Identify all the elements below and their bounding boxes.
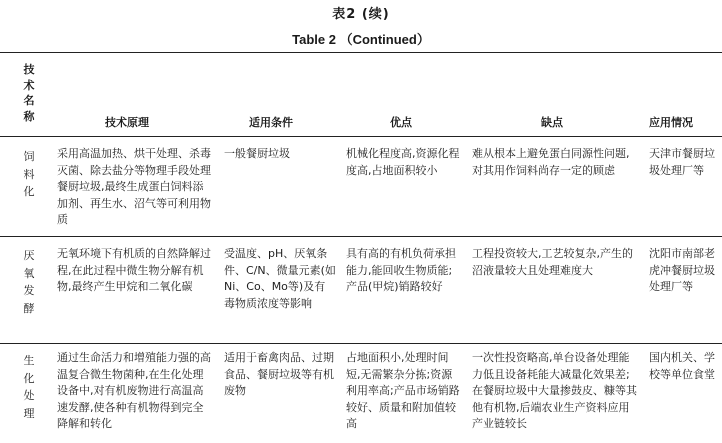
header-principle: 技术原理 xyxy=(105,116,149,129)
row-conditions: 受温度、pH、厌氧条件、C/N、微量元素(如Ni、Co、Mo等)及有毒物质浓度等影响 xyxy=(224,247,336,310)
row-divider xyxy=(0,236,722,237)
row-disadvantages: 难从根本上避免蛋白同源性问题,对其用作饲料尚存一定的顾虑 xyxy=(472,147,630,177)
header-technology-name: 技术名称 xyxy=(23,63,35,123)
row-advantages: 机械化程度高,资源化程度高,占地面积较小 xyxy=(346,147,460,177)
row-divider xyxy=(0,343,722,344)
header-application: 应用情况 xyxy=(649,116,693,129)
row-application: 沈阳市南部老虎冲餐厨垃圾处理厂等 xyxy=(649,247,715,293)
row-disadvantages: 工程投资较大,工艺较复杂,产生的沼液量较大且处理难度大 xyxy=(472,247,633,277)
row-application: 国内机关、学校等单位食堂 xyxy=(649,351,715,381)
row-principle: 采用高温加热、烘干处理、杀毒灭菌、除去盐分等物理手段处理餐厨垃圾,最终生成蛋白饲料添加剂、再生水、沼气等可利用物质 xyxy=(57,147,211,226)
row-application: 天津市餐厨垃圾处理厂等 xyxy=(649,147,715,177)
row-advantages: 具有高的有机负荷承担能力,能回收生物质能;产品(甲烷)销路较好 xyxy=(346,247,456,293)
header-disadvantages: 缺点 xyxy=(541,116,563,129)
table-caption-chinese: 表2 (续) xyxy=(332,7,390,22)
row-conditions: 一般餐厨垃圾 xyxy=(224,147,290,160)
row-disadvantages: 一次性投资略高,单台设备处理能力低且设备耗能大减量化效果差;在餐厨垃圾中大量掺鼓皮、糠等其他有机物,后端农业生产资料应用产业链较长 xyxy=(472,351,637,430)
row-principle: 通过生命活力和增殖能力强的高温复合微生物菌种,在生化处理设备中,对有机废物进行高温高速发酵,使各种有机物得到完全降解和转化 xyxy=(57,351,211,430)
row-technology-name: 饲料化 xyxy=(23,150,35,198)
row-advantages: 占地面积小,处理时间短,无需繁杂分拣;资源利用率高;产品市场销路较好、质量和附加值较高 xyxy=(346,351,460,430)
row-technology-name: 生化处理 xyxy=(23,354,35,420)
header-advantages: 优点 xyxy=(390,116,412,129)
table-top-rule xyxy=(0,52,722,53)
row-technology-name: 厌氧发酵 xyxy=(23,249,35,315)
header-rule xyxy=(0,136,722,137)
row-principle: 无氧环境下有机质的自然降解过程,在此过程中微生物分解有机物,最终产生甲烷和二氧化碳 xyxy=(57,247,211,293)
row-conditions: 适用于畜禽肉品、过期食品、餐厨垃圾等有机废物 xyxy=(224,351,334,397)
table-caption-english: Table 2 （Continued） xyxy=(292,32,430,47)
header-conditions: 适用条件 xyxy=(249,116,293,129)
